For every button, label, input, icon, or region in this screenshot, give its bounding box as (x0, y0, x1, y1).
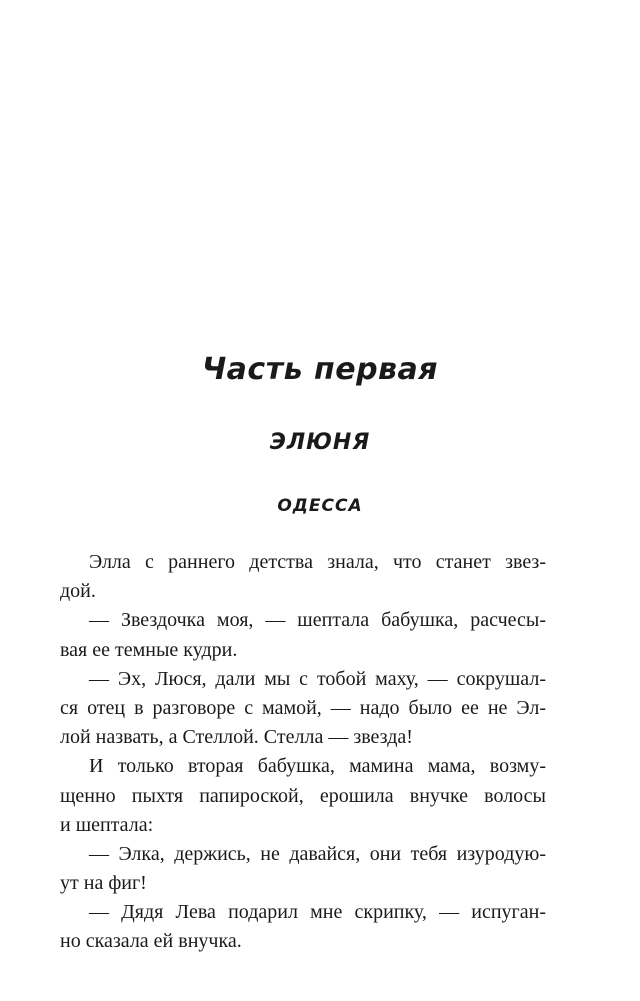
text-line: дой. (60, 580, 96, 603)
text-line: ся отец в разговоре с мамой, — надо было ее не Эл- (60, 696, 546, 719)
text-line: вая ее темные кудри. (60, 638, 238, 661)
text-line: ут на фиг! (60, 872, 147, 895)
text-line: — Звездочка моя, — шептала бабушка, расчесы- (89, 609, 546, 632)
text-line: но сказала ей внучка. (60, 930, 242, 953)
text-line: Элла с раннего детства знала, что станет звез- (89, 551, 546, 573)
text-line: лой назвать, а Стеллой. Стелла — звезда! (60, 726, 413, 749)
text-line: — Эх, Люся, дали мы с тобой маху, — сокрушал- (89, 667, 546, 690)
text-line: И только вторая бабушка, мамина мама, возму- (89, 755, 546, 778)
part-title: Часть первая (201, 352, 439, 387)
body-text (60, 548, 546, 957)
section-title: ОДЕССА (277, 496, 363, 516)
text-line: — Дядя Лева подарил мне скрипку, — испуган- (89, 901, 546, 924)
chapter-title: ЭЛЮНЯ (269, 430, 371, 455)
text-line: и шептала: (60, 813, 154, 836)
text-line: — Элка, держись, не давайся, они тебя изуродую- (89, 842, 546, 865)
text-line: щенно пыхтя папироской, ерошила внучке волосы (60, 784, 546, 807)
